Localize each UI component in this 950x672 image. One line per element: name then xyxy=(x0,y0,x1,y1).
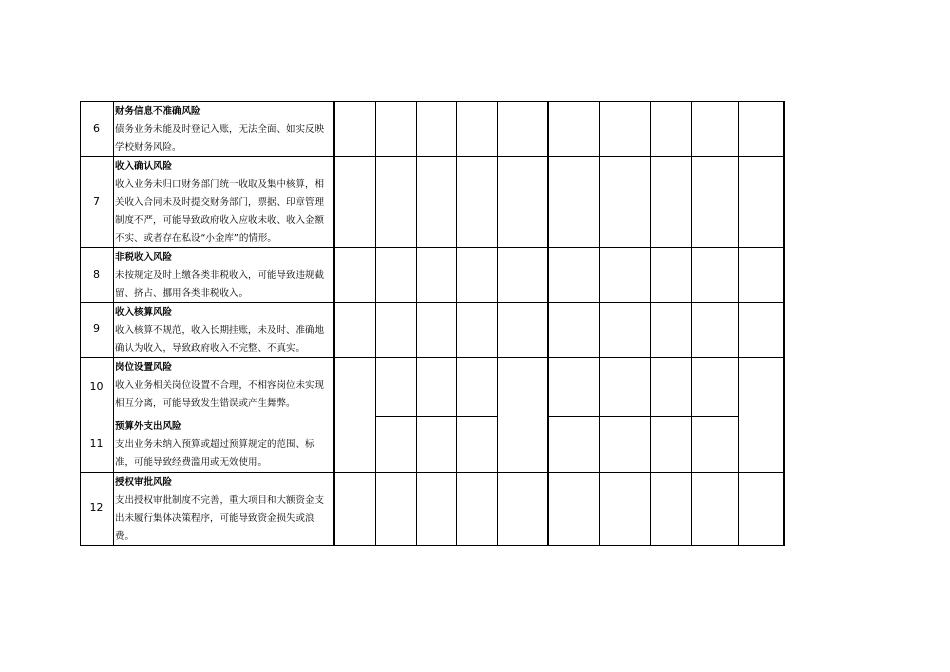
row-border-partial xyxy=(549,416,738,417)
risk-text-line: 相互分离，可能导致发生错误或产生舞弊。 xyxy=(115,398,296,409)
col-border xyxy=(416,101,417,546)
row-border xyxy=(80,101,784,102)
col-border xyxy=(497,101,498,546)
col-border xyxy=(113,101,114,546)
risk-description xyxy=(115,359,333,413)
risk-title: 授权审批风险 xyxy=(115,477,173,488)
risk-title: 收入确认风险 xyxy=(115,161,173,172)
col-border xyxy=(456,101,457,546)
risk-text-line: 支出授权审批制度不完善，重大项目和大额资金支 xyxy=(115,495,325,506)
risk-description xyxy=(115,418,333,472)
risk-text-line: 出未履行集体决策程序，可能导致资金损失或浪 xyxy=(115,513,315,524)
row-number: 8 xyxy=(93,268,100,281)
risk-text-line: 关收入合同未及时提交财务部门，票据、印章管理 xyxy=(115,197,325,208)
risk-text-line: 留、挤占、挪用各类非税收入。 xyxy=(115,288,249,299)
row-number: 11 xyxy=(89,437,104,450)
risk-text-line: 收入业务相关岗位设置不合理，不相容岗位未实现 xyxy=(115,380,325,391)
risk-title: 岗位设置风险 xyxy=(115,362,173,373)
col-border xyxy=(375,101,376,546)
risk-text-line: 制度不严，可能导致政府收入应收未收、收入金额 xyxy=(115,215,325,226)
risk-text-line: 费。 xyxy=(115,531,135,542)
risk-text-line: 准，可能导致经费滥用或无效使用。 xyxy=(115,457,268,468)
col-border xyxy=(650,101,651,546)
risk-text-line: 确认为收入，导致政府收入不完整、不真实。 xyxy=(115,343,306,354)
risk-description xyxy=(115,474,333,546)
row-border-partial xyxy=(375,416,497,417)
risk-title: 财务信息不准确风险 xyxy=(115,106,201,117)
risk-text-line: 收入核算不规范，收入长期挂账，未及时、准确地 xyxy=(115,325,325,336)
col-border-thick xyxy=(547,101,549,546)
risk-text-line: 收入业务未归口财务部门统一收取及集中核算，相 xyxy=(115,179,325,190)
row-number: 6 xyxy=(93,122,100,135)
risk-description xyxy=(115,304,333,358)
risk-text-line: 不实、或者存在私设“小金库”的情形。 xyxy=(115,233,277,244)
risk-title: 收入核算风险 xyxy=(115,307,173,318)
risk-description xyxy=(115,249,333,303)
col-border xyxy=(691,101,692,546)
row-border xyxy=(80,472,784,473)
col-border-thick xyxy=(783,101,785,546)
col-border xyxy=(738,101,739,546)
risk-title: 非税收入风险 xyxy=(115,252,173,263)
risk-title: 预算外支出风险 xyxy=(115,421,182,432)
row-number: 9 xyxy=(93,322,100,335)
risk-description xyxy=(115,103,333,157)
col-border-thick xyxy=(333,101,335,546)
risk-text-line: 学校财务风险。 xyxy=(115,142,182,153)
row-number: 12 xyxy=(89,501,104,514)
risk-text-line: 未按规定及时上缴各类非税收入，可能导致违规截 xyxy=(115,270,325,281)
row-number: 7 xyxy=(93,195,100,208)
risk-description xyxy=(115,158,333,248)
risk-text-line: 债务业务未能及时登记入账，无法全面、如实反映 xyxy=(115,124,325,135)
row-number: 10 xyxy=(89,380,104,393)
col-border xyxy=(599,101,600,546)
risk-text-line: 支出业务未纳入预算或超过预算规定的范围、标 xyxy=(115,439,315,450)
